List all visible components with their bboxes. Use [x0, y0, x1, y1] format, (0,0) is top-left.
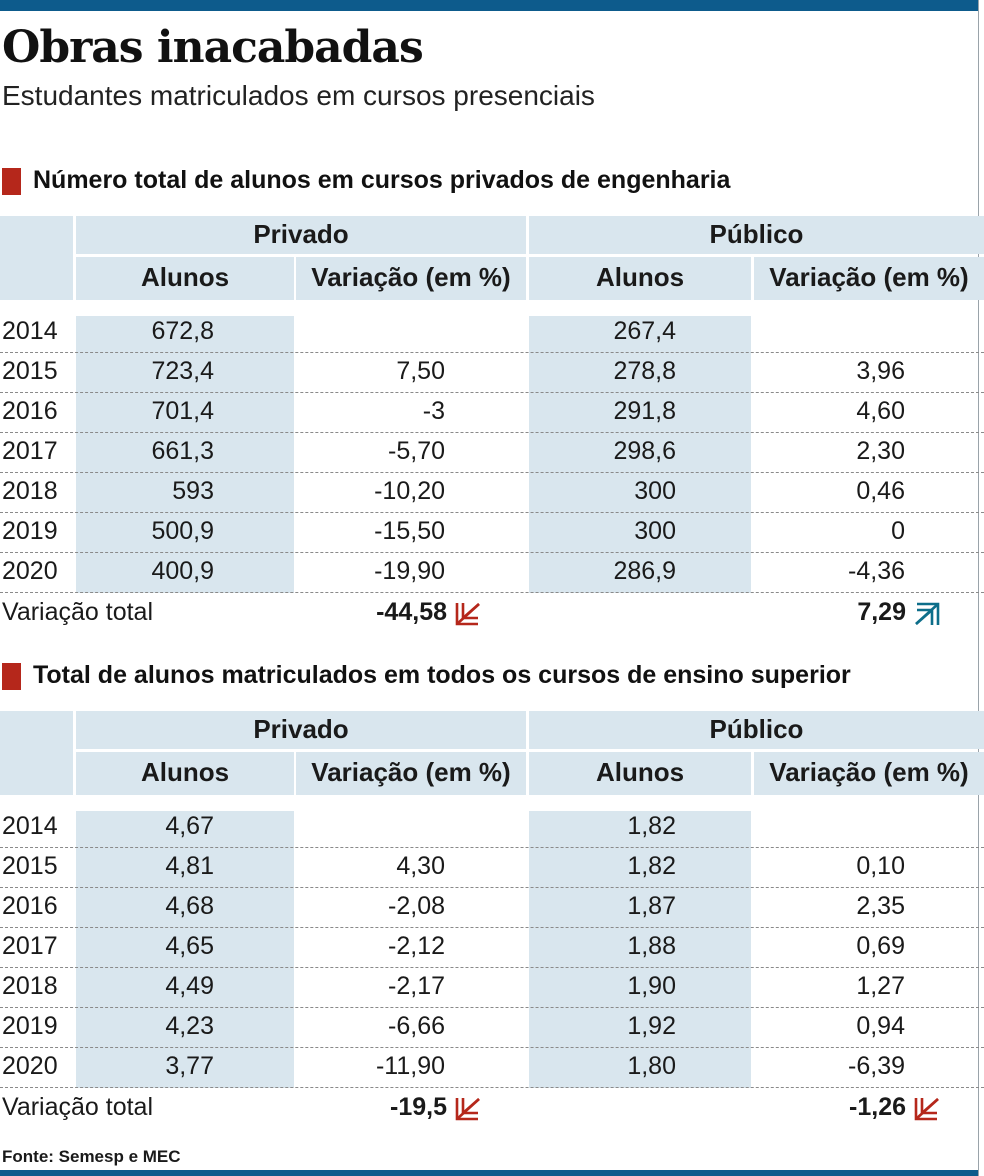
group-header-publico: Público: [709, 714, 804, 744]
table-row: [0, 393, 984, 433]
priv-alunos-cell: 500,9: [151, 517, 214, 545]
column-header-variacao: Variação (em %): [311, 262, 511, 292]
column-header-variacao: Variação (em %): [769, 262, 969, 292]
year-cell: 2018: [2, 477, 58, 505]
table-row: [0, 1008, 984, 1048]
priv-var-cell: -10,20: [374, 477, 445, 505]
pub-alunos-cell: 1,90: [627, 972, 676, 1000]
priv-alunos-cell: 4,68: [165, 892, 214, 920]
table-row: [0, 353, 984, 393]
pub-alunos-cell: 286,9: [613, 557, 676, 585]
header-band-year: [0, 711, 73, 795]
priv-var-cell: 7,50: [396, 357, 445, 385]
priv-var-cell: -2,12: [388, 932, 445, 960]
year-cell: 2019: [2, 517, 58, 545]
priv-alunos-cell: 4,81: [165, 852, 214, 880]
pub-alunos-cell: 1,87: [627, 892, 676, 920]
row-divider: [0, 592, 984, 593]
total-publico-value: 7,29: [857, 598, 906, 626]
column-header-alunos: Alunos: [595, 757, 685, 787]
priv-var-cell: -19,90: [374, 557, 445, 585]
section-heading: Número total de alunos em cursos privados de engenharia: [33, 166, 731, 194]
year-cell: 2017: [2, 932, 58, 960]
section-marker: [2, 663, 21, 690]
year-cell: 2019: [2, 1012, 58, 1040]
pub-alunos-cell: 300: [634, 477, 676, 505]
priv-alunos-cell: 701,4: [151, 397, 214, 425]
column-header-variacao: Variação (em %): [769, 757, 969, 787]
pub-var-cell: 0: [891, 517, 905, 545]
pub-var-cell: 3,96: [856, 357, 905, 385]
priv-alunos-cell: 4,65: [165, 932, 214, 960]
priv-alunos-cell: 4,67: [165, 812, 214, 840]
pub-alunos-cell: 1,88: [627, 932, 676, 960]
priv-var-cell: -3: [422, 397, 445, 425]
year-cell: 2016: [2, 397, 58, 425]
year-cell: 2017: [2, 437, 58, 465]
table-row: [0, 1048, 984, 1088]
column-header-alunos: Alunos: [140, 262, 230, 292]
priv-alunos-cell: 400,9: [151, 557, 214, 585]
table-row: [0, 968, 984, 1008]
column-header-variacao: Variação (em %): [311, 757, 511, 787]
table-row: [0, 433, 984, 473]
year-cell: 2015: [2, 852, 58, 880]
table-row: [0, 553, 984, 593]
pub-alunos-cell: 1,82: [627, 852, 676, 880]
priv-var-cell: -2,17: [388, 972, 445, 1000]
year-cell: 2020: [2, 557, 58, 585]
table-row: [0, 473, 984, 513]
year-cell: 2014: [2, 812, 58, 840]
priv-alunos-cell: 593: [172, 477, 214, 505]
group-header-privado: Privado: [253, 219, 349, 249]
section-marker: [2, 168, 21, 195]
column-header-alunos: Alunos: [595, 262, 685, 292]
pub-var-cell: -6,39: [848, 1052, 905, 1080]
total-label: Variação total: [2, 598, 154, 626]
priv-var-cell: 4,30: [396, 852, 445, 880]
group-header-publico: Público: [709, 219, 804, 249]
pub-var-cell: 2,35: [856, 892, 905, 920]
header-band-year: [0, 216, 73, 300]
priv-alunos-cell: 661,3: [151, 437, 214, 465]
pub-alunos-cell: 1,80: [627, 1052, 676, 1080]
pub-var-cell: 4,60: [856, 397, 905, 425]
table-row: [0, 848, 984, 888]
priv-var-cell: -11,90: [375, 1052, 445, 1080]
top-accent-bar: [0, 0, 978, 11]
priv-alunos-cell: 4,23: [165, 1012, 214, 1040]
priv-var-cell: -6,66: [388, 1012, 445, 1040]
pub-alunos-cell: 278,8: [613, 357, 676, 385]
priv-alunos-cell: 3,77: [165, 1052, 214, 1080]
pub-alunos-cell: 1,82: [627, 812, 676, 840]
pub-var-cell: -4,36: [848, 557, 905, 585]
table-row: [0, 808, 984, 848]
priv-var-cell: -2,08: [388, 892, 445, 920]
pub-var-cell: 2,30: [856, 437, 905, 465]
pub-alunos-cell: 267,4: [613, 317, 676, 345]
row-divider: [0, 1087, 984, 1088]
year-cell: 2020: [2, 1052, 58, 1080]
pub-var-cell: 0,69: [856, 932, 905, 960]
pub-var-cell: 1,27: [856, 972, 905, 1000]
pub-var-cell: 0,94: [856, 1012, 905, 1040]
priv-var-cell: -5,70: [388, 437, 445, 465]
table-row: [0, 513, 984, 553]
total-privado-value: -44,58: [376, 598, 447, 626]
up-arrow-icon: [912, 601, 942, 627]
page-subtitle: Estudantes matriculados em cursos presenciais: [2, 80, 595, 111]
group-header-privado: Privado: [253, 714, 349, 744]
year-cell: 2014: [2, 317, 58, 345]
table-row: [0, 313, 984, 353]
year-cell: 2016: [2, 892, 58, 920]
priv-alunos-cell: 672,8: [151, 317, 214, 345]
priv-alunos-cell: 723,4: [151, 357, 214, 385]
down-arrow-icon: [453, 1096, 483, 1122]
pub-alunos-cell: 298,6: [613, 437, 676, 465]
pub-alunos-cell: 1,92: [627, 1012, 676, 1040]
year-cell: 2018: [2, 972, 58, 1000]
priv-var-cell: -15,50: [374, 517, 445, 545]
column-header-alunos: Alunos: [140, 757, 230, 787]
pub-var-cell: 0,46: [856, 477, 905, 505]
down-arrow-icon: [453, 601, 483, 627]
pub-alunos-cell: 291,8: [613, 397, 676, 425]
pub-var-cell: 0,10: [856, 852, 905, 880]
source-note: Fonte: Semesp e MEC: [2, 1147, 181, 1166]
year-cell: 2015: [2, 357, 58, 385]
pub-alunos-cell: 300: [634, 517, 676, 545]
table-row: [0, 928, 984, 968]
total-label: Variação total: [2, 1093, 154, 1121]
total-privado-value: -19,5: [390, 1093, 447, 1121]
total-publico-value: -1,26: [849, 1093, 906, 1121]
priv-alunos-cell: 4,49: [165, 972, 214, 1000]
table-row: [0, 888, 984, 928]
down-arrow-icon: [912, 1096, 942, 1122]
page-title: Obras inacabadas: [2, 22, 423, 73]
bottom-accent-bar: [0, 1170, 978, 1176]
section-heading: Total de alunos matriculados em todos os cursos de ensino superior: [33, 661, 851, 689]
